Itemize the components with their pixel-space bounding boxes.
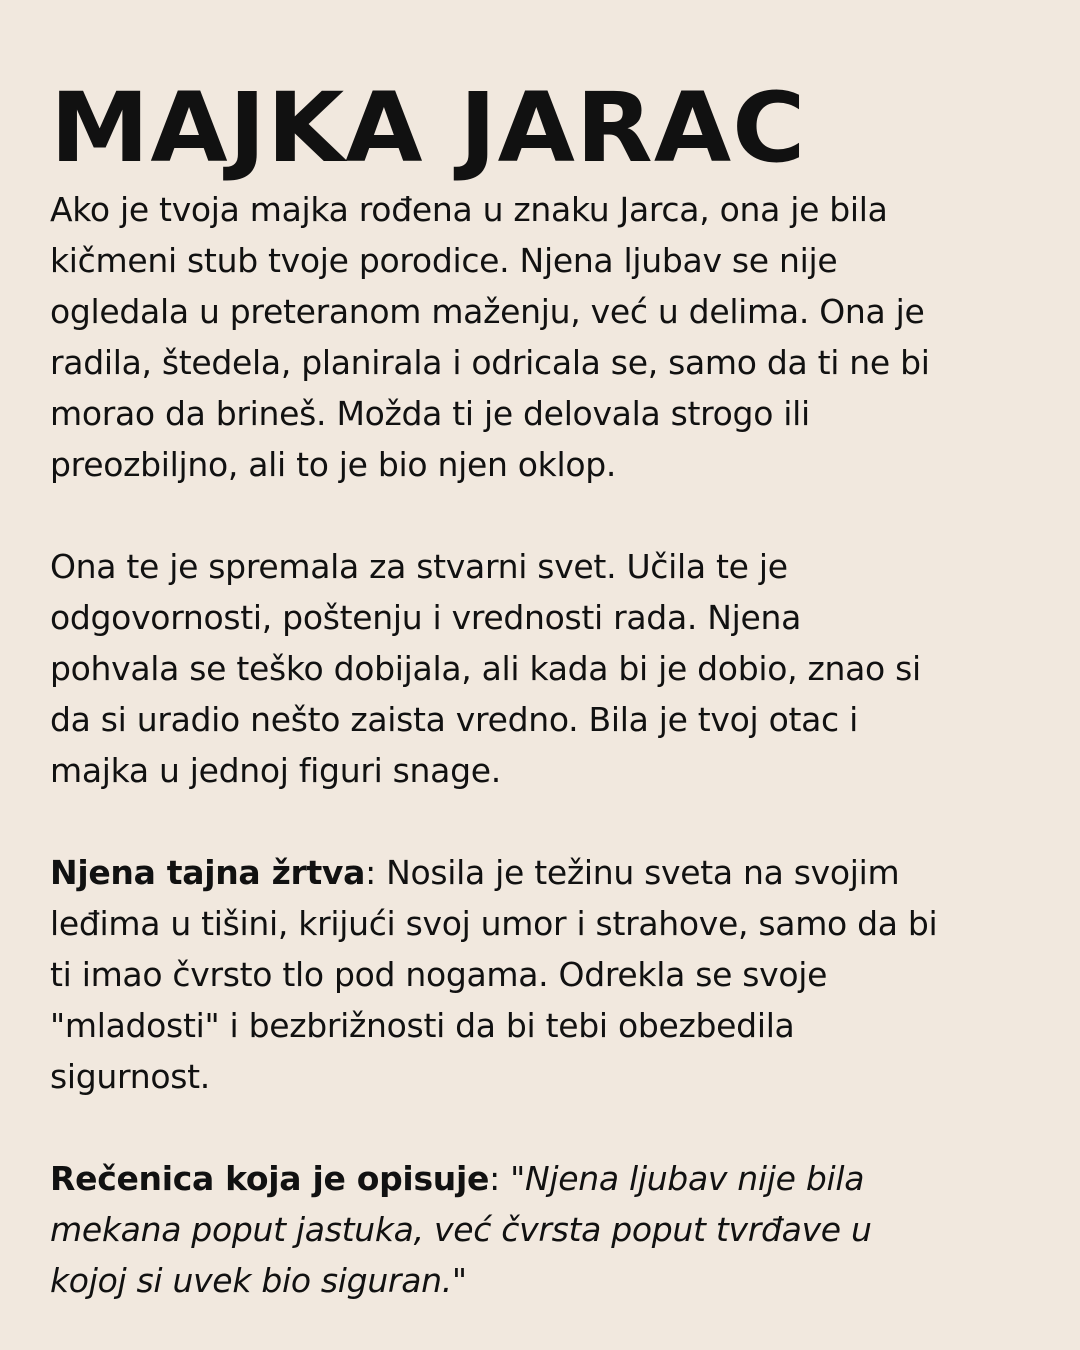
text-line: morao da brineš. Možda ti je delovala strogo ili bbox=[50, 394, 810, 433]
article-body bbox=[50, 184, 1050, 1306]
intro-paragraph bbox=[50, 184, 1050, 490]
sacrifice-first-line bbox=[50, 847, 1050, 898]
text-line: majka u jednoj figuri snage. bbox=[50, 751, 501, 790]
sacrifice-paragraph bbox=[50, 847, 1050, 1102]
text-line: odgovornosti, poštenju i vrednosti rada. Njena bbox=[50, 598, 802, 637]
sentence-paragraph bbox=[50, 1153, 1050, 1306]
text-line: ogledala u preteranom maženju, već u delima. Ona je bbox=[50, 292, 925, 331]
text-line: radila, štedela, planirala i odricala se, samo da ti ne bi bbox=[50, 343, 930, 382]
sentence-label: Rečenica koja je opisuje bbox=[50, 1159, 490, 1198]
sentence-first-line bbox=[50, 1153, 1050, 1204]
text-line: preozbiljno, ali to je bio njen oklop. bbox=[50, 445, 617, 484]
text-line: Ona te je spremala za stvarni svet. Učila te je bbox=[50, 547, 788, 586]
text-line: ti imao čvrsto tlo pod nogama. Odrekla se svoje bbox=[50, 955, 828, 994]
text-line: kičmeni stub tvoje porodice. Njena ljubav se nije bbox=[50, 241, 838, 280]
sacrifice-label: Njena tajna žrtva bbox=[50, 853, 366, 892]
second-paragraph bbox=[50, 541, 1050, 796]
page-title: MAJKA JARAC bbox=[50, 72, 807, 184]
label-colon: : bbox=[489, 1159, 500, 1198]
label-colon: : bbox=[365, 853, 376, 892]
text-line: "mladosti" i bezbrižnosti da bi tebi obezbedila bbox=[50, 1006, 795, 1045]
text-line: leđima u tišini, krijući svoj umor i strahove, samo da bi bbox=[50, 904, 938, 943]
quote-line: "Njena ljubav nije bila bbox=[499, 1159, 865, 1198]
quote-line: kojoj si uvek bio siguran." bbox=[50, 1261, 467, 1300]
sacrifice-first-line-text: Nosila je težinu sveta na svojim bbox=[375, 853, 900, 892]
text-line: da si uradio nešto zaista vredno. Bila je tvoj otac i bbox=[50, 700, 858, 739]
quote-line: mekana poput jastuka, već čvrsta poput tvrđave u bbox=[50, 1210, 872, 1249]
text-line: sigurnost. bbox=[50, 1057, 210, 1096]
text-line: Ako je tvoja majka rođena u znaku Jarca, ona je bila bbox=[50, 190, 888, 229]
text-line: pohvala se teško dobijala, ali kada bi je dobio, znao si bbox=[50, 649, 921, 688]
